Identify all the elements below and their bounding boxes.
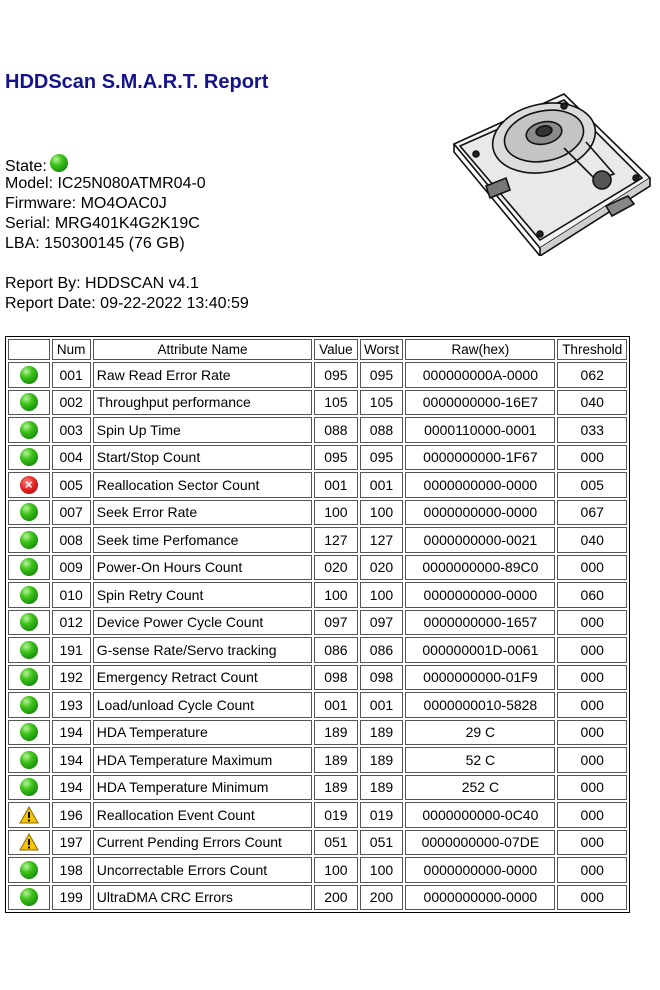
status-cell	[8, 500, 50, 526]
attribute-value: 020	[314, 555, 357, 581]
attribute-raw-hex: 252 C	[405, 775, 555, 801]
attribute-worst: 105	[360, 390, 404, 416]
attribute-raw-hex: 0000000000-0000	[405, 472, 555, 498]
smart-attributes-table	[5, 336, 630, 913]
attribute-name: UltraDMA CRC Errors	[93, 885, 312, 911]
lba-value: 150300145 (76 GB)	[44, 235, 185, 252]
ok-status-icon	[20, 641, 38, 659]
attribute-threshold: 000	[557, 830, 627, 856]
attribute-value: 200	[314, 885, 357, 911]
attribute-num: 003	[52, 417, 91, 443]
ok-status-icon	[20, 751, 38, 769]
status-cell	[8, 720, 50, 746]
firmware-label: Firmware:	[5, 195, 77, 212]
model-line	[5, 174, 249, 194]
attribute-raw-hex: 0000000000-0000	[405, 857, 555, 883]
attribute-threshold: 000	[557, 747, 627, 773]
ok-status-icon	[20, 421, 38, 439]
status-cell	[8, 417, 50, 443]
raw-hex-column-header: Raw(hex)	[405, 339, 555, 360]
attribute-name: Seek time Perfomance	[93, 527, 312, 553]
attribute-num: 194	[52, 775, 91, 801]
status-cell	[8, 637, 50, 663]
attribute-num: 199	[52, 885, 91, 911]
table-row	[8, 610, 627, 636]
state-line	[5, 154, 249, 174]
serial-value: MRG401K4G2K19C	[54, 215, 200, 232]
attribute-num: 004	[52, 445, 91, 471]
attribute-name: Start/Stop Count	[93, 445, 312, 471]
status-cell	[8, 472, 50, 498]
status-cell	[8, 665, 50, 691]
status-cell	[8, 857, 50, 883]
attribute-num: 193	[52, 692, 91, 718]
table-row	[8, 692, 627, 718]
attribute-worst: 098	[360, 665, 404, 691]
attribute-num: 191	[52, 637, 91, 663]
attribute-raw-hex: 29 C	[405, 720, 555, 746]
table-row	[8, 885, 627, 911]
attribute-name-column-header: Attribute Name	[93, 339, 312, 360]
serial-label: Serial:	[5, 215, 51, 232]
attribute-threshold: 040	[557, 527, 627, 553]
attribute-threshold: 000	[557, 692, 627, 718]
attribute-raw-hex: 0000000000-07DE	[405, 830, 555, 856]
attribute-value: 100	[314, 500, 357, 526]
table-row	[8, 857, 627, 883]
attribute-value: 051	[314, 830, 357, 856]
table-row	[8, 500, 627, 526]
attribute-threshold: 040	[557, 390, 627, 416]
attribute-threshold: 033	[557, 417, 627, 443]
value-column-header: Value	[314, 339, 357, 360]
attribute-raw-hex: 0000000000-0000	[405, 500, 555, 526]
table-row	[8, 775, 627, 801]
attribute-worst: 086	[360, 637, 404, 663]
report-date-line	[5, 294, 249, 314]
attribute-name: HDA Temperature	[93, 720, 312, 746]
attribute-num: 002	[52, 390, 91, 416]
attribute-threshold: 005	[557, 472, 627, 498]
status-cell	[8, 885, 50, 911]
threshold-column-header: Threshold	[557, 339, 627, 360]
attribute-threshold: 000	[557, 775, 627, 801]
attribute-raw-hex: 0000000000-0000	[405, 885, 555, 911]
attribute-name: Reallocation Event Count	[93, 802, 312, 828]
status-cell	[8, 775, 50, 801]
attribute-threshold: 000	[557, 555, 627, 581]
table-row	[8, 747, 627, 773]
attribute-threshold: 000	[557, 802, 627, 828]
attribute-worst: 051	[360, 830, 404, 856]
attribute-value: 098	[314, 665, 357, 691]
firmware-value: MO4OAC0J	[80, 195, 167, 212]
state-label: State:	[5, 158, 47, 175]
table-row	[8, 582, 627, 608]
ok-status-icon	[20, 613, 38, 631]
ok-status-icon	[20, 366, 38, 384]
attribute-raw-hex: 0000000000-0C40	[405, 802, 555, 828]
lba-line	[5, 234, 249, 254]
serial-line	[5, 214, 249, 234]
attribute-num: 196	[52, 802, 91, 828]
report-by-line	[5, 274, 249, 294]
attribute-value: 127	[314, 527, 357, 553]
table-row	[8, 527, 627, 553]
attribute-name: Raw Read Error Rate	[93, 362, 312, 388]
attribute-raw-hex: 0000110000-0001	[405, 417, 555, 443]
attribute-value: 189	[314, 747, 357, 773]
attribute-worst: 001	[360, 692, 404, 718]
attribute-num: 010	[52, 582, 91, 608]
ok-status-icon	[20, 503, 38, 521]
attribute-name: Current Pending Errors Count	[93, 830, 312, 856]
attribute-raw-hex: 000000001D-0061	[405, 637, 555, 663]
attribute-name: Device Power Cycle Count	[93, 610, 312, 636]
attribute-threshold: 000	[557, 445, 627, 471]
num-column-header: Num	[52, 339, 91, 360]
attribute-raw-hex: 000000000A-0000	[405, 362, 555, 388]
report-title: HDDScan S.M.A.R.T. Report	[5, 71, 269, 93]
attribute-worst: 019	[360, 802, 404, 828]
attribute-worst: 189	[360, 720, 404, 746]
attribute-worst: 127	[360, 527, 404, 553]
attribute-worst: 100	[360, 500, 404, 526]
attribute-raw-hex: 0000000000-16E7	[405, 390, 555, 416]
model-value: IC25N080ATMR04-0	[57, 175, 206, 192]
attribute-threshold: 000	[557, 857, 627, 883]
attribute-raw-hex: 0000000000-0021	[405, 527, 555, 553]
attribute-worst: 100	[360, 857, 404, 883]
attribute-name: Power-On Hours Count	[93, 555, 312, 581]
table-row	[8, 802, 627, 828]
attribute-value: 189	[314, 720, 357, 746]
attribute-name: Load/unload Cycle Count	[93, 692, 312, 718]
attribute-worst: 088	[360, 417, 404, 443]
ok-status-icon	[20, 448, 38, 466]
attribute-worst: 189	[360, 747, 404, 773]
attribute-value: 100	[314, 582, 357, 608]
attribute-name: Throughput performance	[93, 390, 312, 416]
report-date-value: 09-22-2022 13:40:59	[100, 295, 249, 312]
report-by-label: Report By:	[5, 275, 81, 292]
table-row	[8, 830, 627, 856]
firmware-line	[5, 194, 249, 214]
status-cell	[8, 802, 50, 828]
attribute-threshold: 000	[557, 637, 627, 663]
report-date-label: Report Date:	[5, 295, 96, 312]
attribute-value: 088	[314, 417, 357, 443]
table-row	[8, 417, 627, 443]
attribute-value: 100	[314, 857, 357, 883]
attribute-num: 005	[52, 472, 91, 498]
attribute-name: Uncorrectable Errors Count	[93, 857, 312, 883]
attribute-value: 095	[314, 445, 357, 471]
warning-icon	[19, 833, 39, 851]
attribute-worst: 200	[360, 885, 404, 911]
attribute-num: 194	[52, 720, 91, 746]
attribute-worst: 100	[360, 582, 404, 608]
attribute-num: 007	[52, 500, 91, 526]
attribute-raw-hex: 0000000000-89C0	[405, 555, 555, 581]
attribute-num: 012	[52, 610, 91, 636]
ok-status-icon	[20, 723, 38, 741]
attribute-threshold: 000	[557, 885, 627, 911]
attribute-threshold: 060	[557, 582, 627, 608]
attribute-threshold: 062	[557, 362, 627, 388]
table-row	[8, 720, 627, 746]
attribute-value: 086	[314, 637, 357, 663]
report-by-value: HDDSCAN v4.1	[85, 275, 199, 292]
hard-drive-image	[446, 86, 656, 256]
attribute-value: 019	[314, 802, 357, 828]
attribute-num: 001	[52, 362, 91, 388]
ok-status-icon	[20, 531, 38, 549]
attribute-name: Seek Error Rate	[93, 500, 312, 526]
attribute-value: 001	[314, 692, 357, 718]
status-cell	[8, 555, 50, 581]
attribute-worst: 001	[360, 472, 404, 498]
attribute-name: Spin Retry Count	[93, 582, 312, 608]
status-column-header	[8, 339, 50, 360]
status-cell	[8, 747, 50, 773]
status-cell	[8, 582, 50, 608]
ok-status-icon	[20, 668, 38, 686]
ok-status-icon	[20, 888, 38, 906]
ok-status-icon	[20, 696, 38, 714]
attribute-raw-hex: 0000000000-1657	[405, 610, 555, 636]
status-cell	[8, 830, 50, 856]
attribute-name: Reallocation Sector Count	[93, 472, 312, 498]
attribute-worst: 189	[360, 775, 404, 801]
attribute-value: 097	[314, 610, 357, 636]
attribute-num: 009	[52, 555, 91, 581]
attribute-value: 189	[314, 775, 357, 801]
status-cell	[8, 610, 50, 636]
ok-status-icon	[20, 586, 38, 604]
attribute-value: 105	[314, 390, 357, 416]
table-row	[8, 362, 627, 388]
attribute-num: 008	[52, 527, 91, 553]
green-status-icon	[50, 154, 68, 172]
worst-column-header: Worst	[360, 339, 404, 360]
lba-label: LBA:	[5, 235, 40, 252]
table-row	[8, 665, 627, 691]
ok-status-icon	[20, 861, 38, 879]
attribute-name: Emergency Retract Count	[93, 665, 312, 691]
table-row	[8, 637, 627, 663]
attribute-name: HDA Temperature Minimum	[93, 775, 312, 801]
attribute-worst: 097	[360, 610, 404, 636]
table-row	[8, 390, 627, 416]
attribute-raw-hex: 0000000000-0000	[405, 582, 555, 608]
attribute-raw-hex: 52 C	[405, 747, 555, 773]
table-row	[8, 555, 627, 581]
attribute-threshold: 000	[557, 610, 627, 636]
table-row	[8, 472, 627, 498]
attribute-value: 095	[314, 362, 357, 388]
attribute-threshold: 000	[557, 720, 627, 746]
attribute-raw-hex: 0000000000-01F9	[405, 665, 555, 691]
attribute-worst: 020	[360, 555, 404, 581]
status-cell	[8, 692, 50, 718]
attribute-name: HDA Temperature Maximum	[93, 747, 312, 773]
attribute-raw-hex: 0000000010-5828	[405, 692, 555, 718]
ok-status-icon	[20, 393, 38, 411]
ok-status-icon	[20, 558, 38, 576]
drive-info	[5, 154, 249, 314]
attribute-num: 194	[52, 747, 91, 773]
table-header-row	[8, 339, 627, 360]
attribute-worst: 095	[360, 445, 404, 471]
warning-icon	[19, 806, 39, 824]
table-row	[8, 445, 627, 471]
status-cell	[8, 390, 50, 416]
attribute-num: 197	[52, 830, 91, 856]
attribute-raw-hex: 0000000000-1F67	[405, 445, 555, 471]
status-cell	[8, 445, 50, 471]
error-icon: ×	[20, 476, 38, 494]
model-label: Model:	[5, 175, 54, 192]
status-cell	[8, 527, 50, 553]
attribute-threshold: 067	[557, 500, 627, 526]
attribute-name: Spin Up Time	[93, 417, 312, 443]
attribute-value: 001	[314, 472, 357, 498]
attribute-num: 198	[52, 857, 91, 883]
attribute-worst: 095	[360, 362, 404, 388]
status-cell	[8, 362, 50, 388]
attribute-name: G-sense Rate/Servo tracking	[93, 637, 312, 663]
attribute-num: 192	[52, 665, 91, 691]
attribute-threshold: 000	[557, 665, 627, 691]
ok-status-icon	[20, 778, 38, 796]
